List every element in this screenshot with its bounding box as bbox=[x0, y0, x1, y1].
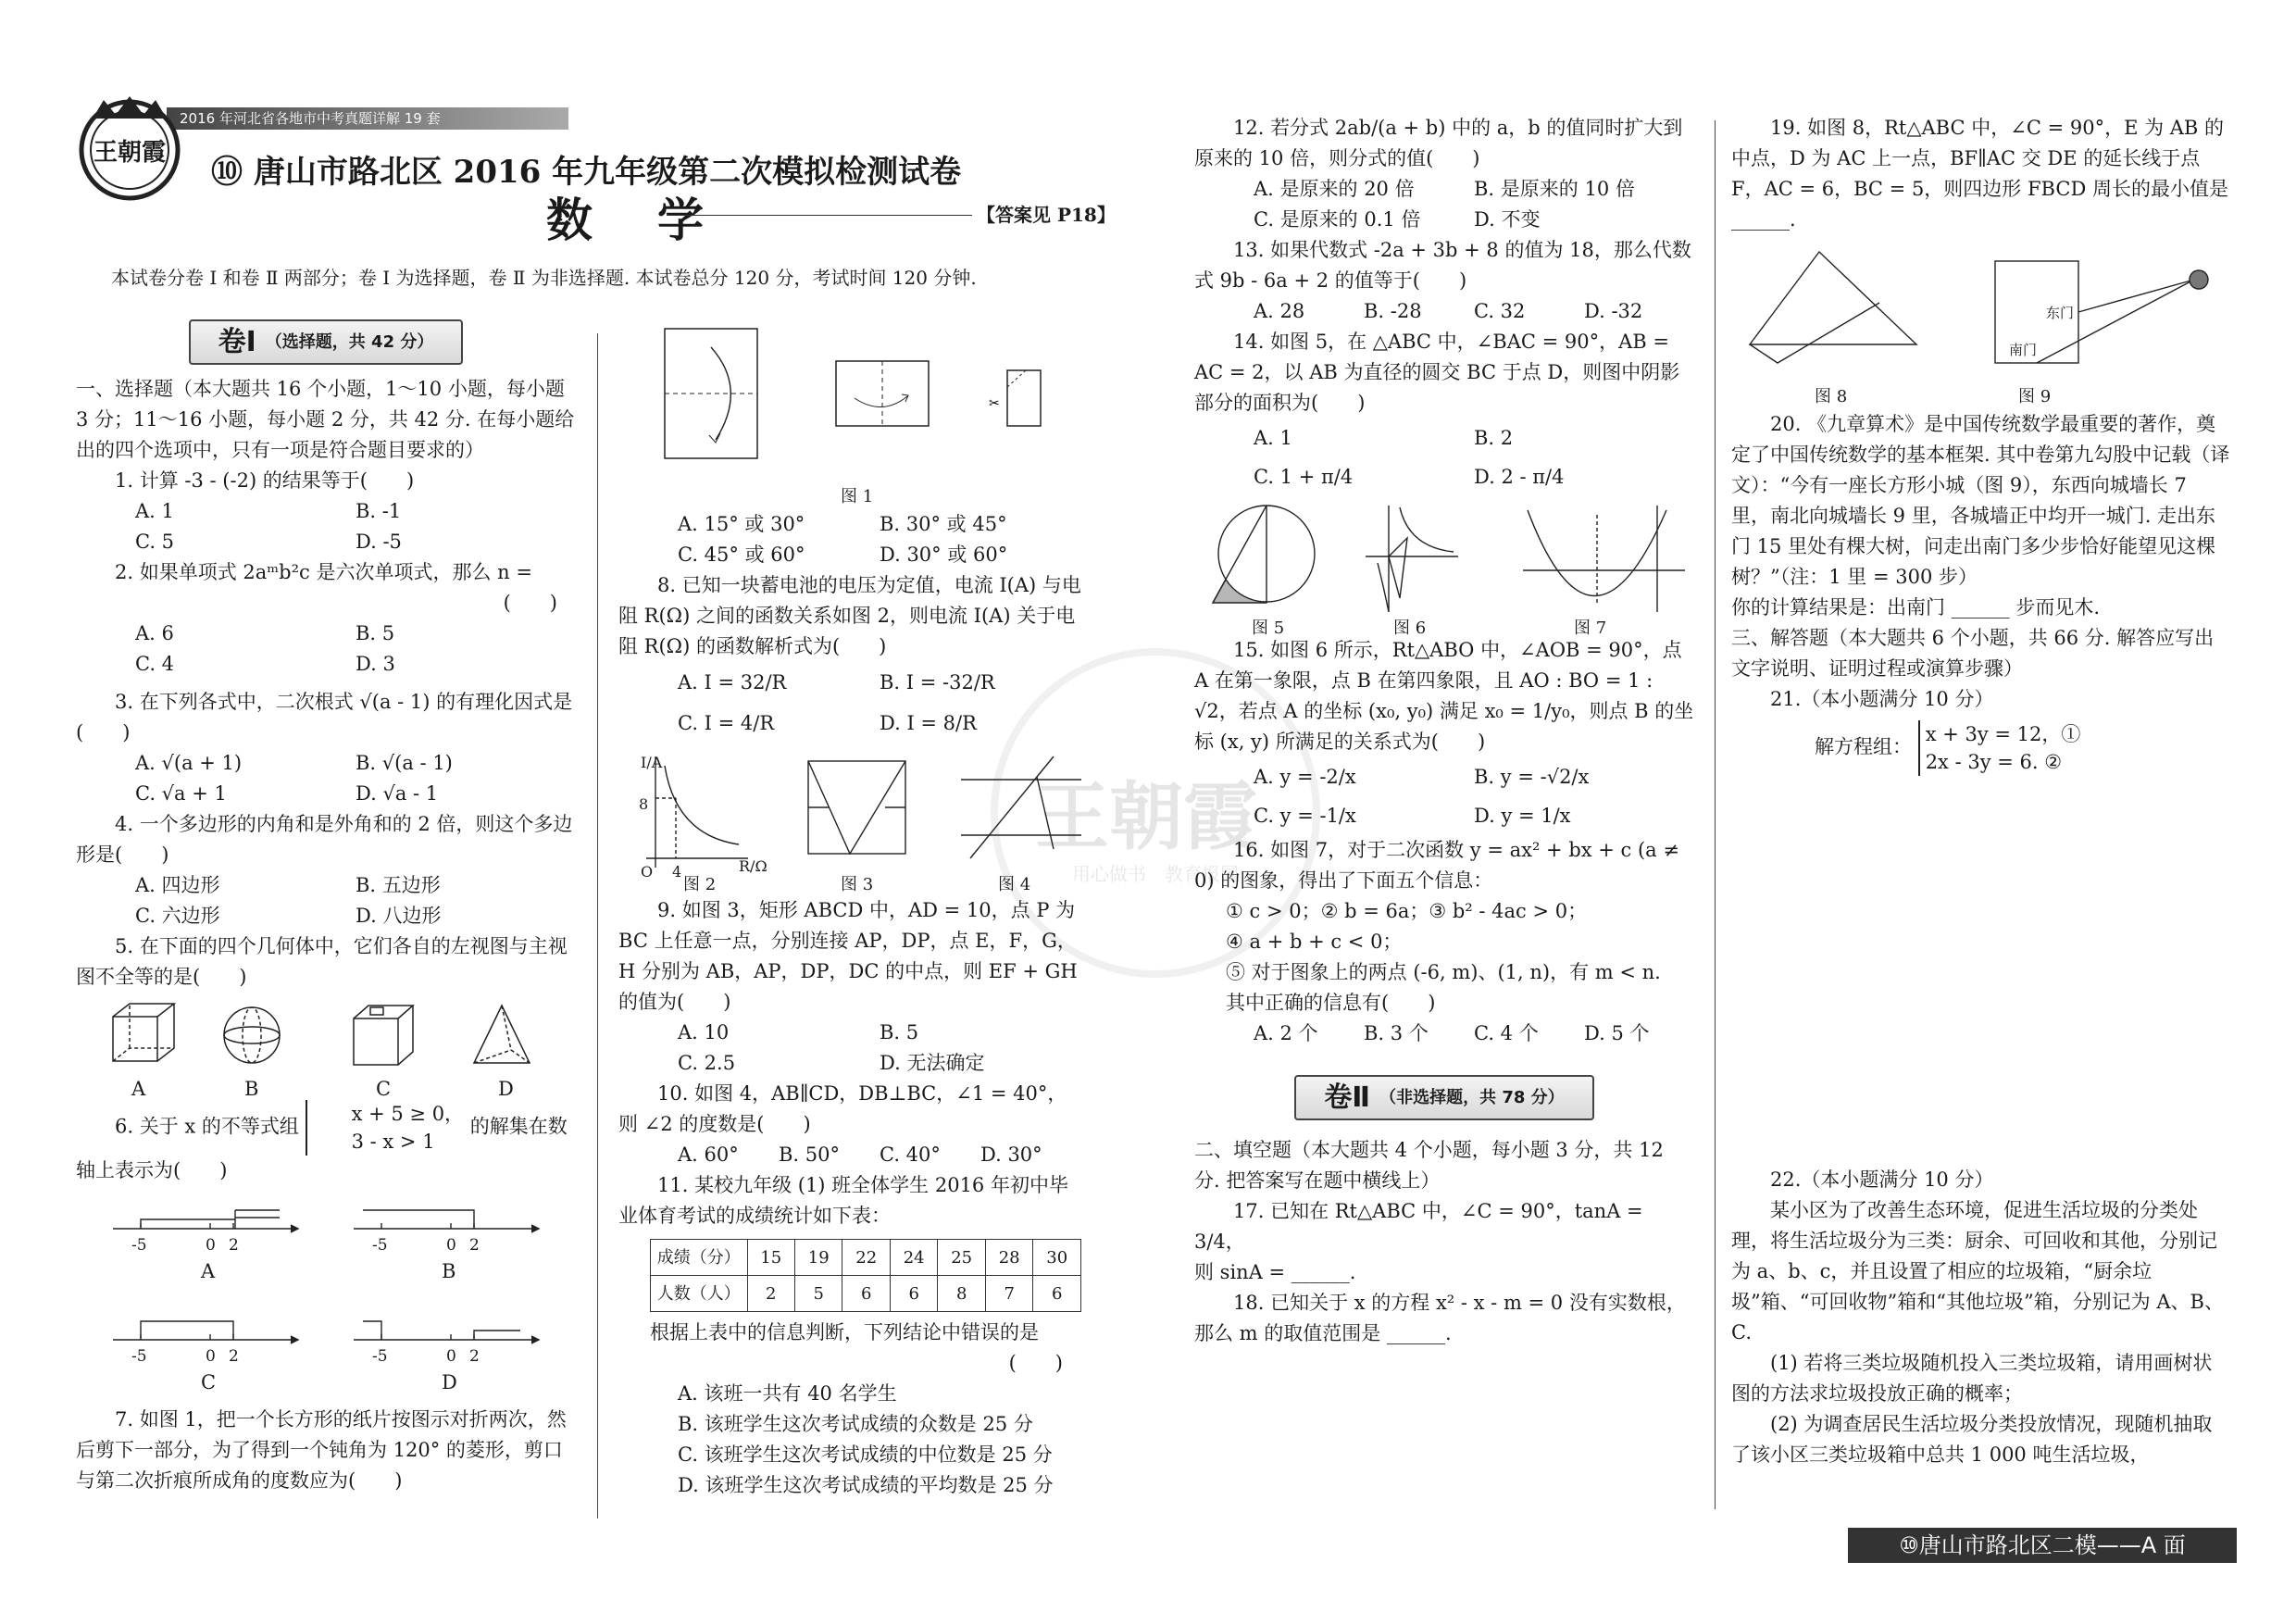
column-1 bbox=[76, 319, 576, 1496]
figures-8-9 bbox=[1731, 243, 2231, 409]
option[interactable]: B. 50° bbox=[779, 1143, 841, 1166]
cube-shape bbox=[113, 1004, 174, 1061]
q9: 9. 如图 3，矩形 ABCD 中，AD = 10，点 P 为 BC 上任意一点，分别连接 AP，DP，点 E，F，G，H 分别为 AB，AP，DP，DC 的中点，则 EF + GH 的值为( ) bbox=[618, 899, 1078, 1013]
table-cell: 30 bbox=[1033, 1240, 1081, 1276]
subject-title: 数 学 bbox=[546, 193, 713, 247]
table-cell: 24 bbox=[890, 1240, 937, 1276]
q17-answer-line: 则 sinA = ______. bbox=[1194, 1261, 1356, 1283]
q20: 20. 《九章算术》是中国传统数学最重要的著作，奠定了中国传统数学的基本框架. 其中卷第九勾股中记载（译文）：“今有一座长方形小城（图 9），东西向城墙长 7 里，南北向城墙长 9 里，各城墙正中均开一城门. 走出东门 15 里处有棵大树，问走出南门多少步恰好能望见这棵树？”（注：1 里 = 300 步） bbox=[1731, 413, 2230, 588]
q7-options bbox=[618, 509, 1081, 570]
table-cell: 6 bbox=[890, 1276, 937, 1312]
option[interactable]: A. 28 bbox=[1254, 300, 1305, 322]
option[interactable]: D. 30° bbox=[980, 1143, 1042, 1166]
q13-options bbox=[1194, 296, 1694, 327]
q21-eq-2: 2x - 3y = 6. ② bbox=[1925, 751, 2063, 773]
q5: 5. 在下面的四个几何体中，它们各自的左视图与主视图不全等的是( ) bbox=[76, 935, 568, 988]
fig2-axis-r: R/Ω bbox=[739, 857, 767, 875]
q11: 11. 某校九年级 (1) 班全体学生 2016 年初中毕业体育考试的成绩统计如下表： bbox=[618, 1174, 1068, 1227]
figure-4-caption: 图 4 bbox=[998, 875, 1031, 894]
fig2-tick-8: 8 bbox=[639, 795, 649, 813]
table-cell: 人数（人） bbox=[651, 1276, 748, 1312]
option[interactable]: B. -28 bbox=[1364, 300, 1422, 322]
tick-d-neg5: -5 bbox=[372, 1347, 388, 1366]
q12: 12. 若分式 2ab/(a + b) 中的 a，b 的值同时扩大到原来的 10 倍，则分式的值( ) bbox=[1194, 117, 1683, 169]
numberline-d bbox=[354, 1321, 539, 1343]
part1-title: 卷Ⅰ bbox=[218, 326, 256, 358]
option[interactable]: C. y = -1/x bbox=[1254, 805, 1356, 827]
table-row bbox=[651, 1276, 1081, 1312]
q2: 2. 如果单项式 2aᵐb²c 是六次单项式，那么 n = bbox=[115, 561, 532, 583]
option[interactable]: C. 1 + π/4 bbox=[1254, 466, 1354, 488]
q10: 10. 如图 4，AB∥CD，DB⊥BC，∠1 = 40°，则 ∠2 的度数是( ) bbox=[618, 1082, 1067, 1135]
figures-5-7-drawing bbox=[1194, 496, 1694, 612]
q20-answer-line: 你的计算结果是：出南门 ______ 步而见木. bbox=[1731, 596, 2101, 619]
option[interactable]: B. y = -√2/x bbox=[1474, 766, 1590, 788]
option[interactable]: A. y = -2/x bbox=[1254, 766, 1356, 788]
figure-6-caption: 图 6 bbox=[1393, 619, 1427, 638]
number-lines-figure bbox=[76, 1192, 576, 1405]
option[interactable]: B. -1 bbox=[356, 500, 402, 522]
table-row bbox=[651, 1240, 1081, 1276]
tick-d-2: 2 bbox=[469, 1347, 480, 1366]
q4: 4. 一个多边形的内角和是外角和的 2 倍，则这个多边形是( ) bbox=[76, 813, 573, 866]
solid-label-a: A bbox=[131, 1078, 146, 1100]
option[interactable]: D. y = 1/x bbox=[1474, 805, 1571, 827]
option[interactable]: D. I = 8/R bbox=[880, 712, 977, 734]
option[interactable]: D. 八边形 bbox=[356, 905, 442, 927]
option[interactable]: A. 1 bbox=[135, 500, 174, 522]
option[interactable]: A. 1 bbox=[1254, 427, 1292, 449]
option[interactable]: D. -5 bbox=[356, 531, 402, 553]
q15-options bbox=[1194, 757, 1694, 835]
section2-heading: 二、填空题（本大题共 4 个小题，每小题 3 分，共 12 分. 把答案写在题中横线上） bbox=[1194, 1139, 1664, 1192]
q11-stem: 根据上表中的信息判断，下列结论中错误的是 bbox=[650, 1321, 1039, 1343]
table-cell: 7 bbox=[985, 1276, 1032, 1312]
q19: 19. 如图 8，Rt△ABC 中，∠C = 90°，E 为 AB 的中点，D 为 AC 上一点，BF∥AC 交 DE 的延长线于点 F，AC = 6，BC = 5，则四边形 FBCD 周长的最小值是 ______. bbox=[1731, 117, 2228, 231]
q6-number-lines bbox=[76, 1192, 576, 1405]
figures-5-7 bbox=[1194, 496, 1694, 638]
table-cell: 2 bbox=[747, 1276, 794, 1312]
table-cell: 25 bbox=[938, 1240, 985, 1276]
q7: 7. 如图 1，把一个长方形的纸片按图示对折两次，然后剪下一部分，为了得到一个钝角为 120° 的菱形，剪口与第二次折痕所成角的度数应为( ) bbox=[76, 1408, 567, 1492]
q6-prefix: 6. 关于 x 的不等式组 bbox=[115, 1115, 299, 1138]
option[interactable]: A. 15° 或 30° bbox=[678, 513, 805, 535]
option[interactable]: D. 2 - π/4 bbox=[1474, 466, 1565, 488]
option[interactable]: D. 无法确定 bbox=[880, 1052, 985, 1074]
numberline-c bbox=[113, 1321, 298, 1343]
figures-2-4-drawing bbox=[618, 747, 1081, 877]
column-divider-1 bbox=[597, 333, 598, 1518]
q16-info-line: ① c > 0；② b = 6a；③ b² - 4ac > 0； bbox=[1226, 900, 1588, 922]
column-3 bbox=[1194, 113, 1694, 1349]
series-strip: 2016 年河北省各地市中考真题详解 19 套 bbox=[167, 107, 568, 130]
figure-9-caption: 图 9 bbox=[2018, 387, 2052, 406]
figure-6-hyperbola bbox=[1366, 506, 1458, 612]
sphere-shape bbox=[224, 1007, 280, 1063]
tick-a-0: 0 bbox=[206, 1236, 216, 1255]
q5-solids bbox=[76, 998, 576, 1100]
part1-subtitle: （选择题，共 42 分） bbox=[265, 332, 434, 352]
option[interactable]: A. 2 个 bbox=[1254, 1022, 1318, 1044]
option[interactable]: C. 该班学生这次考试成绩的中位数是 25 分 bbox=[678, 1443, 1053, 1466]
q21-body bbox=[1731, 720, 2231, 776]
fig2-tick-4: 4 bbox=[672, 863, 682, 881]
tick-c-neg5: -5 bbox=[131, 1347, 147, 1366]
prism-shape bbox=[354, 1006, 413, 1065]
q1: 1. 计算 -3 - (-2) 的结果等于( ) bbox=[115, 469, 415, 492]
option[interactable]: D. 30° 或 60° bbox=[880, 544, 1008, 566]
q22: 某小区为了改善生态环境，促进生活垃圾的分类处理，将生活垃圾分为三类：厨余、可回收和其他，分别记为 a、b、c，并且设置了相应的垃圾箱，“厨余垃圾”箱、“可回收物”箱和“其他垃圾”箱，分别记为 A、B、C. bbox=[1731, 1199, 2224, 1343]
figure-7-parabola bbox=[1523, 506, 1685, 612]
q16-options bbox=[1194, 1018, 1694, 1049]
option[interactable]: B. 五边形 bbox=[356, 874, 441, 896]
figure-4-parallels bbox=[961, 756, 1081, 858]
q3-options bbox=[76, 748, 576, 809]
part2-banner bbox=[1294, 1075, 1593, 1120]
section3-heading: 三、解答题（本大题共 6 个小题，共 66 分. 解答应写出文字说明、证明过程或演算步骤） bbox=[1731, 627, 2215, 680]
q6-ineq-1: x + 5 ≥ 0， bbox=[351, 1103, 465, 1125]
q16-info-line: ④ a + b + c < 0； bbox=[1226, 931, 1403, 953]
q14: 14. 如图 5，在 △ABC 中，∠BAC = 90°，AB = AC = 2，以 AB 为直径的圆交 BC 于点 D，则图中阴影部分的面积为( ) bbox=[1194, 331, 1680, 414]
tick-c-0: 0 bbox=[206, 1347, 216, 1366]
option[interactable]: C. 六边形 bbox=[135, 905, 220, 927]
q16-info-line: 其中正确的信息有( ) bbox=[1226, 992, 1436, 1014]
tick-d-0: 0 bbox=[446, 1347, 456, 1366]
figure-7-caption: 图 7 bbox=[1574, 619, 1607, 638]
table-cell: 19 bbox=[794, 1240, 842, 1276]
paper-title-text: 唐山市路北区 2016 年九年级第二次模拟检测试卷 bbox=[253, 154, 962, 191]
brand-logo bbox=[74, 93, 185, 204]
exam-intro: 本试卷分卷 Ⅰ 和卷 Ⅱ 两部分；卷 Ⅰ 为选择题，卷 Ⅱ 为非选择题. 本试卷总分 120 分，考试时间 120 分钟. bbox=[111, 267, 977, 289]
solid-label-b: B bbox=[244, 1078, 259, 1100]
subject-rule bbox=[667, 215, 972, 216]
svg-text:✂: ✂ bbox=[989, 396, 1000, 411]
q2-options bbox=[76, 619, 576, 680]
fig9-south-gate: 南门 bbox=[2009, 342, 2038, 358]
option[interactable]: C. 2.5 bbox=[678, 1052, 736, 1074]
tick-a-neg5: -5 bbox=[131, 1236, 147, 1255]
tick-b-0: 0 bbox=[446, 1236, 456, 1255]
option[interactable]: C. 40° bbox=[880, 1143, 941, 1166]
q21-heading: 21.（本小题满分 10 分） bbox=[1770, 688, 1994, 710]
q16-info-line: ⑤ 对于图象上的两点 (-6, m)、(1, n)，有 m < n. bbox=[1226, 961, 1661, 983]
option[interactable]: A. 是原来的 20 倍 bbox=[1254, 178, 1415, 200]
table-cell: 6 bbox=[842, 1276, 890, 1312]
table-cell: 6 bbox=[1033, 1276, 1081, 1312]
option[interactable]: A. 四边形 bbox=[135, 874, 220, 896]
q11-options bbox=[618, 1379, 1081, 1501]
figure-5-caption: 图 5 bbox=[1252, 619, 1285, 638]
q16-info bbox=[1194, 896, 1694, 1018]
option[interactable]: A. 6 bbox=[135, 622, 174, 644]
watermark-name: 王朝霞 bbox=[1035, 773, 1257, 860]
option[interactable]: D. 该班学生这次考试成绩的平均数是 25 分 bbox=[678, 1474, 1054, 1496]
option[interactable]: D. 3 bbox=[356, 653, 395, 675]
answer-reference: 【答案见 P18】 bbox=[977, 204, 1116, 226]
q21-answer-space bbox=[1731, 776, 2231, 1165]
q13: 13. 如果代数式 -2a + 3b + 8 的值为 18，那么代数式 9b - 6a + 2 的值等于( ) bbox=[1194, 239, 1691, 292]
q22-heading: 22.（本小题满分 10 分） bbox=[1770, 1168, 1994, 1191]
fold-figure bbox=[618, 324, 1081, 481]
option[interactable]: D. 不变 bbox=[1474, 208, 1541, 231]
q15: 15. 如图 6 所示，Rt△ABO 中，∠AOB = 90°，点 A 在第一象限，点 B 在第四象限，且 AO : BO = 1 : √2，若点 A 的坐标 (x₀, y₀) 满足 x₀ = 1/y₀，则点 B 的坐标 (x, y) 所满足的关系式为( ) bbox=[1194, 639, 1694, 753]
q21-eq-1: x + 3y = 12，① bbox=[1925, 723, 2081, 745]
option[interactable]: B. 3 个 bbox=[1364, 1022, 1429, 1044]
q12-options bbox=[1194, 174, 1694, 235]
option[interactable]: C. 5 bbox=[135, 531, 175, 553]
part2-subtitle: （非选择题，共 78 分） bbox=[1379, 1088, 1565, 1107]
option[interactable]: B. 30° 或 45° bbox=[880, 513, 1007, 535]
option[interactable]: A. 10 bbox=[678, 1021, 730, 1043]
q8: 8. 已知一块蓄电池的电压为定值，电流 I(A) 与电阻 R(Ω) 之间的函数关系如图 2，则电流 I(A) 关于电阻 R(Ω) 的函数解析式为( ) bbox=[618, 574, 1081, 657]
option[interactable]: D. √a - 1 bbox=[356, 782, 439, 805]
q17: 17. 已知在 Rt△ABC 中，∠C = 90°，tanA = 3/4， bbox=[1194, 1200, 1643, 1253]
table-cell: 22 bbox=[842, 1240, 890, 1276]
table-cell: 28 bbox=[985, 1240, 1032, 1276]
tick-a-2: 2 bbox=[229, 1236, 239, 1255]
q6-suffix: 的解集在数轴上表示为( ) bbox=[76, 1115, 568, 1181]
part1-banner bbox=[189, 319, 464, 365]
option[interactable]: B. I = -32/R bbox=[880, 671, 995, 694]
q21-prefix: 解方程组： bbox=[1815, 735, 1912, 758]
column-4 bbox=[1731, 113, 2231, 1470]
q22-part-1: (1) 若将三类垃圾随机投入三类垃圾箱，请用画树状图的方法求垃圾投放正确的概率； bbox=[1731, 1352, 2213, 1405]
section1-heading: 一、选择题（本大题共 16 个小题，1～10 小题，每小题 3 分；11～16 小题，每小题 2 分，共 42 分. 在每小题给出的四个选项中，只有一项是符合题目要求的） bbox=[76, 378, 575, 461]
figures-2-4 bbox=[618, 747, 1081, 895]
fig2-origin: O bbox=[641, 863, 654, 881]
figure-8-caption: 图 8 bbox=[1815, 387, 1848, 406]
q16: 16. 如图 7，对于二次函数 y = ax² + bx + c (a ≠ 0) 的图象，得出了下面五个信息： bbox=[1194, 839, 1679, 892]
option[interactable]: B. 5 bbox=[880, 1021, 919, 1043]
q14-options bbox=[1194, 419, 1694, 496]
q2-paren: ( ) bbox=[503, 592, 557, 614]
option[interactable]: C. 45° 或 60° bbox=[678, 544, 805, 566]
figure-1-caption: 图 1 bbox=[841, 487, 874, 506]
tick-b-neg5: -5 bbox=[372, 1236, 388, 1255]
column-divider-2 bbox=[1715, 120, 1716, 1509]
table-cell: 8 bbox=[938, 1276, 985, 1312]
watermark-slogan: 用心做书 教育报国 bbox=[1072, 863, 1239, 885]
numberline-label-c: C bbox=[201, 1371, 217, 1393]
tick-b-2: 2 bbox=[469, 1236, 480, 1255]
option[interactable]: B. 是原来的 10 倍 bbox=[1474, 178, 1635, 200]
q1-options bbox=[76, 496, 576, 557]
score-table bbox=[650, 1239, 1081, 1312]
table-cell: 成绩（分） bbox=[651, 1240, 748, 1276]
numberline-a bbox=[113, 1210, 298, 1232]
option[interactable]: C. 是原来的 0.1 倍 bbox=[1254, 208, 1421, 231]
option[interactable]: B. √(a - 1) bbox=[356, 752, 453, 774]
numberline-label-d: D bbox=[442, 1371, 457, 1393]
column-2 bbox=[618, 324, 1081, 1501]
option[interactable]: B. 该班学生这次考试成绩的众数是 25 分 bbox=[678, 1413, 1033, 1435]
q22-part-2: (2) 为调查居民生活垃圾分类投放情况，现随机抽取了该小区三类垃圾箱中总共 1 000 吨生活垃圾， bbox=[1731, 1413, 2213, 1466]
option[interactable]: A. 该班一共有 40 名学生 bbox=[678, 1382, 897, 1405]
option[interactable]: A. 60° bbox=[678, 1143, 739, 1166]
q10-options bbox=[618, 1140, 1081, 1170]
figures-8-9-drawing bbox=[1731, 243, 2231, 381]
numberline-label-a: A bbox=[201, 1260, 216, 1282]
option[interactable]: A. √(a + 1) bbox=[135, 752, 243, 774]
option[interactable]: C. 4 个 bbox=[1474, 1022, 1539, 1044]
q6-system bbox=[306, 1100, 464, 1156]
footer-tab: ⑩唐山市路北区二模——A 面 bbox=[1848, 1528, 2237, 1563]
fig9-east-gate: 东门 bbox=[2046, 305, 2075, 321]
q3: 3. 在下列各式中，二次根式 √(a - 1) 的有理化因式是( ) bbox=[76, 691, 573, 744]
option[interactable]: C. 4 bbox=[135, 653, 175, 675]
tick-c-2: 2 bbox=[229, 1347, 239, 1366]
figure-8-triangle bbox=[1750, 252, 1916, 363]
option[interactable]: B. 2 bbox=[1474, 427, 1514, 449]
q4-options bbox=[76, 870, 576, 931]
q21-system bbox=[1918, 720, 2081, 776]
q18: 18. 已知关于 x 的方程 x² - x - m = 0 没有实数根，那么 m 的取值范围是 ______. bbox=[1194, 1292, 1686, 1344]
q6-ineq-2: 3 - x > 1 bbox=[351, 1131, 435, 1153]
solid-label-c: C bbox=[376, 1078, 392, 1100]
part2-title: 卷Ⅱ bbox=[1324, 1081, 1371, 1114]
q8-options bbox=[618, 662, 1081, 744]
option[interactable]: B. 5 bbox=[356, 622, 395, 644]
figure-3-caption: 图 3 bbox=[841, 875, 874, 894]
solid-label-d: D bbox=[498, 1078, 514, 1100]
option[interactable]: C. √a + 1 bbox=[135, 782, 227, 805]
numberline-b bbox=[354, 1210, 539, 1232]
option[interactable]: C. I = 4/R bbox=[678, 712, 775, 734]
q6 bbox=[76, 1100, 576, 1186]
figure-3-rectangle bbox=[808, 761, 905, 854]
figure-5-circle bbox=[1213, 506, 1315, 603]
pyramid-shape bbox=[474, 1006, 530, 1063]
solids-figure bbox=[76, 998, 576, 1072]
figure-1 bbox=[618, 324, 1081, 509]
option[interactable]: A. I = 32/R bbox=[678, 671, 787, 694]
q9-options bbox=[618, 1018, 1081, 1079]
table-cell: 15 bbox=[747, 1240, 794, 1276]
option[interactable]: D. -32 bbox=[1584, 300, 1643, 322]
option[interactable]: D. 5 个 bbox=[1584, 1022, 1650, 1044]
table-cell: 5 bbox=[794, 1276, 842, 1312]
option[interactable]: C. 32 bbox=[1474, 300, 1526, 322]
figure-2-caption: 图 2 bbox=[683, 875, 717, 894]
q11-paren: ( ) bbox=[1008, 1352, 1063, 1374]
paper-number: ⑩ bbox=[211, 154, 243, 191]
fig2-axis-i: I/A bbox=[641, 754, 663, 771]
logo-text: 王朝霞 bbox=[93, 139, 166, 167]
numberline-label-b: B bbox=[442, 1260, 456, 1282]
